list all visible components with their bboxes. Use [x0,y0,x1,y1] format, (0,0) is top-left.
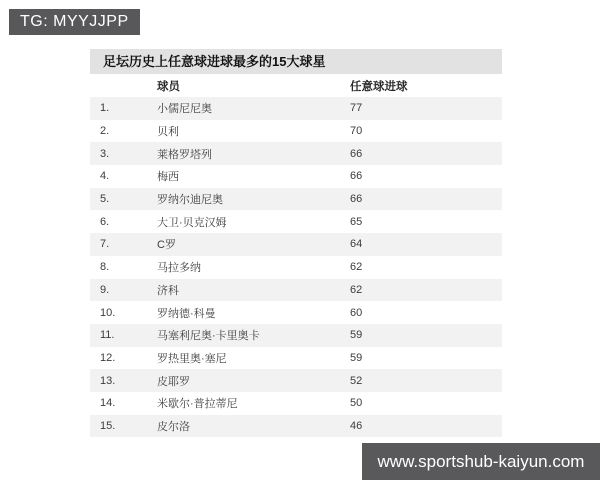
table-row [90,392,502,415]
table-row [90,369,502,392]
rank-cell: 5. [100,193,110,206]
goals-cell: 66 [350,193,363,206]
player-cell: 米歇尔·普拉蒂尼 [157,398,238,411]
goals-cell: 52 [350,374,363,387]
player-cell: 梅西 [157,171,179,184]
table-row [90,301,502,324]
goals-cell: 50 [350,397,363,410]
player-cell: C罗 [157,239,176,252]
table-row [90,165,502,188]
rank-cell: 13. [100,374,116,387]
goals-cell: 64 [350,238,363,251]
player-cell: 贝利 [157,126,179,139]
website-watermark-label: www.sportshub-kaiyun.com [377,451,585,471]
goals-cell: 62 [350,283,363,296]
player-cell: 罗纳德·科曼 [157,307,216,320]
goals-cell: 66 [350,147,363,160]
player-cell: 大卫·贝克汉姆 [157,216,227,229]
table-row [90,210,502,233]
player-cell: 罗热里奥·塞尼 [157,352,227,365]
table-row [90,347,502,370]
player-cell: 马拉多纳 [157,262,201,275]
rank-cell: 9. [100,283,110,296]
goals-cell: 66 [350,170,363,183]
rank-cell: 7. [100,238,110,251]
goals-cell: 59 [350,329,363,342]
goals-cell: 65 [350,215,363,228]
goals-cell: 70 [350,125,363,138]
table-row [90,188,502,211]
table-row [90,279,502,302]
rank-cell: 11. [100,329,115,342]
telegram-badge [9,9,140,35]
player-cell: 小儒尼尼奥 [157,103,212,116]
table-row [90,120,502,143]
rank-cell: 8. [100,261,110,274]
table-row [90,324,502,347]
goals-column-header: 任意球进球 [350,80,408,93]
player-column-header: 球员 [157,80,180,93]
freekick-ranking-table [90,49,502,437]
table-row [90,97,502,120]
rank-cell: 2. [100,125,110,138]
rank-cell: 15. [100,419,116,432]
rank-cell: 14. [100,397,116,410]
player-cell: 莱格罗塔列 [157,148,212,161]
rank-cell: 1. [100,102,110,115]
player-cell: 罗纳尔迪尼奥 [157,194,223,207]
table-row [90,415,502,438]
table-title: 足坛历史上任意球进球最多的15大球星 [90,49,502,74]
rank-cell: 4. [100,170,110,183]
website-watermark [362,443,600,480]
rank-cell: 10. [100,306,116,319]
goals-cell: 77 [350,102,363,115]
rank-cell: 12. [100,351,116,364]
goals-cell: 62 [350,261,363,274]
table-row [90,233,502,256]
player-cell: 皮尔洛 [157,420,190,433]
player-cell: 济科 [157,284,179,297]
rank-cell: 3. [100,147,110,160]
player-cell: 马塞利尼奥·卡里奥卡 [157,330,260,343]
table-row [90,142,502,165]
player-cell: 皮耶罗 [157,375,190,388]
table-header-row [90,74,502,97]
rank-cell: 6. [100,215,110,228]
table-row [90,256,502,279]
goals-cell: 60 [350,306,363,319]
goals-cell: 46 [350,419,363,432]
goals-cell: 59 [350,351,363,364]
telegram-badge-label: TG: MYYJJPP [20,13,129,30]
